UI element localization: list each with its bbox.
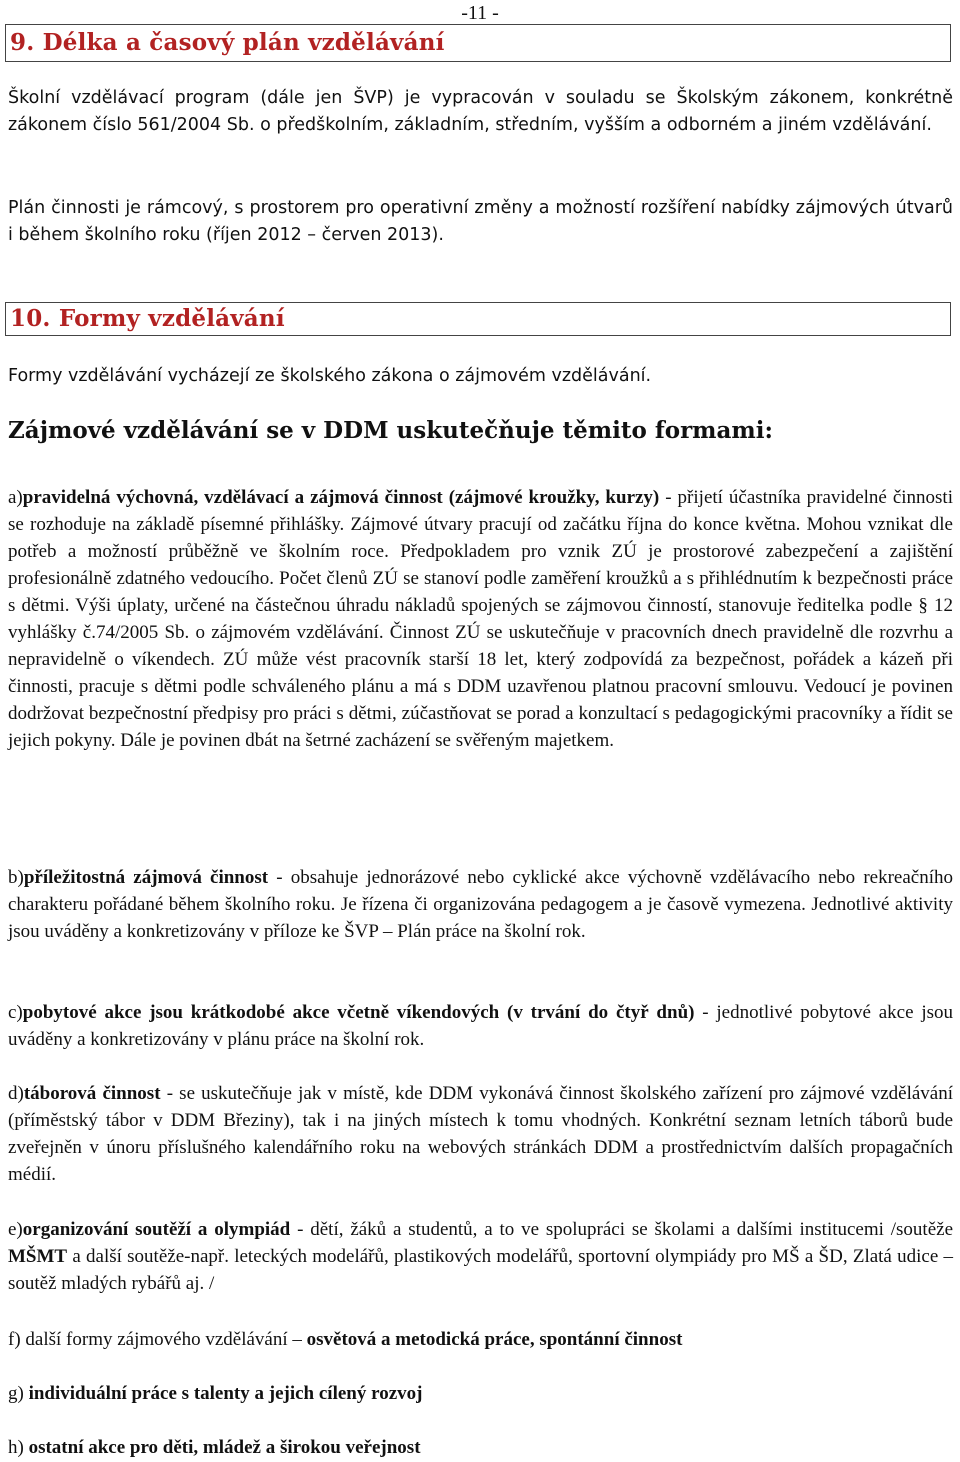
form-e-text-before: - dětí, žáků a studentů, a to ve spolupráci se školami a dalšími institucemi /soutěže xyxy=(290,1219,954,1240)
section-9-paragraph-2: Plán činnosti je rámcový, s prostorem pro operativní změny a možností rozšíření nabídky zájmových útvarů i během školního roku (říjen 2012 – červen 2013). xyxy=(8,198,953,245)
form-a-prefix: a) xyxy=(8,487,23,508)
form-d-paragraph xyxy=(8,1080,953,1188)
form-c-paragraph xyxy=(8,999,953,1053)
form-e-paragraph xyxy=(8,1216,953,1297)
form-c-title: pobytové akce jsou krátkodobé akce včetně víkendových (v trvání do čtyř dnů) xyxy=(22,1002,695,1023)
form-g-title: individuální práce s talenty a jejich cílený rozvoj xyxy=(28,1383,423,1404)
form-f-title: osvětová a metodická práce, spontánní činnost xyxy=(306,1329,683,1350)
section-9-heading-box xyxy=(5,24,951,62)
form-c-text: - jednotlivé pobytové akce jsou uváděny a konkretizovány v plánu práce na školní rok. xyxy=(8,1002,953,1050)
form-h-title: ostatní akce pro děti, mládež a širokou veřejnost xyxy=(28,1437,421,1458)
form-g-paragraph xyxy=(8,1380,953,1407)
form-b-title: příležitostná zájmová činnost xyxy=(23,867,269,888)
form-e-text-after: a další soutěže-např. leteckých modelářů, plastikových modelářů, sportovní olympiády pro MŠ a ŠD, Zlatá udice – soutěž mladých rybářů aj. / xyxy=(8,1246,953,1294)
form-f-paragraph xyxy=(8,1326,953,1353)
section-10-heading-box xyxy=(5,302,951,336)
form-d-prefix: d) xyxy=(8,1083,24,1104)
form-e-bold-word: MŠMT xyxy=(8,1246,68,1267)
form-b-paragraph xyxy=(8,864,953,945)
section-10-intro: Formy vzdělávání vycházejí ze školského zákona o zájmovém vzdělávání. xyxy=(8,366,652,386)
form-e-prefix: e) xyxy=(8,1219,23,1240)
form-e-title: organizování soutěží a olympiád xyxy=(22,1219,291,1240)
form-f-prefix: f) další formy zájmového vzdělávání – xyxy=(8,1329,307,1350)
form-b-text: - obsahuje jednorázové nebo cyklické akce výchovně vzdělávacího nebo rekreačního charakteru pořádané během školního roku. Je řízena či organizována pedagogem a je časově vymezena. Jednotlivé aktivity jsou uváděny a konkretizovány v příloze ke ŠVP – Plán práce na školní rok. xyxy=(8,867,953,942)
form-c-prefix: c) xyxy=(8,1002,23,1023)
form-d-title: táborová činnost xyxy=(23,1083,161,1104)
form-g-prefix: g) xyxy=(8,1383,29,1404)
form-a-text: - přijetí účastníka pravidelné činnosti se rozhoduje na základě písemné přihlášky. Zájmové útvary pracují od začátku října do konce května. Mohou vznikat dle potřeb a možností průběžně ve školním roce. Předpokladem pro vznik ZÚ je prostorové zabezpečení a zajištění profesionálně zdatného vedoucího. Počet členů ZÚ se stanoví podle zaměření kroužků a s přihlédnutím k bezpečnosti práce s dětmi. Výši úplaty, určené na částečnou úhradu nákladů spojených se zájmovou činností, stanovuje ředitelka podle § 12 vyhlášky č.74/2005 Sb. o zájmovém vzdělávání. Činnost ZÚ se uskutečňuje v pracovních dnech pravidelně dle rozvrhu a nepravidelně o víkendech. ZÚ může vést pracovník starší 18 let, který zodpovídá za bezpečnost, pořádek a kázeň při činnosti, pracuje s dětmi podle schváleného plánu a má s DDM uzavřenou platnou pracovní smlouvu. Vedoucí je povinen dodržovat bezpečnostní předpisy pro práci s dětmi, zúčastňovat se porad a konzultací s pedagogickými pracovníky a řídit se jejich pokyny. Dále je povinen dbát na šetrné zacházení se svěřeným majetkem. xyxy=(8,487,953,751)
form-b-prefix: b) xyxy=(8,867,24,888)
form-a-paragraph xyxy=(8,484,953,754)
form-a-title: pravidelná výchovná, vzdělávací a zájmová činnost (zájmové kroužky, kurzy) xyxy=(22,487,660,508)
section-9-heading: 9. Délka a časový plán vzdělávání xyxy=(10,29,445,56)
section-10-heading: 10. Formy vzdělávání xyxy=(10,305,285,332)
form-h-paragraph xyxy=(8,1434,953,1461)
form-h-prefix: h) xyxy=(8,1437,29,1458)
page-number: -11 - xyxy=(461,2,499,24)
form-d-text: - se uskutečňuje jak v místě, kde DDM vykonává činnost školského zařízení pro zájmové vzdělávání (příměstský tábor v DDM Březiny), tak i na jiných místech k tomu vhodných. Konkrétní seznam letních táborů bude zveřejněn v únoru příslušného kalendářního roku na webových stránkách DDM a prostřednictvím dalších propagačních médií. xyxy=(8,1083,953,1185)
forms-subheading: Zájmové vzdělávání se v DDM uskutečňuje těmito formami: xyxy=(8,417,773,444)
section-9-paragraph-1: Školní vzdělávací program (dále jen ŠVP) je vypracován v souladu se Školským zákonem, konkrétně zákonem číslo 561/2004 Sb. o předškolním, základním, středním, vyšším a odborném a jiném vzdělávání. xyxy=(8,88,953,135)
